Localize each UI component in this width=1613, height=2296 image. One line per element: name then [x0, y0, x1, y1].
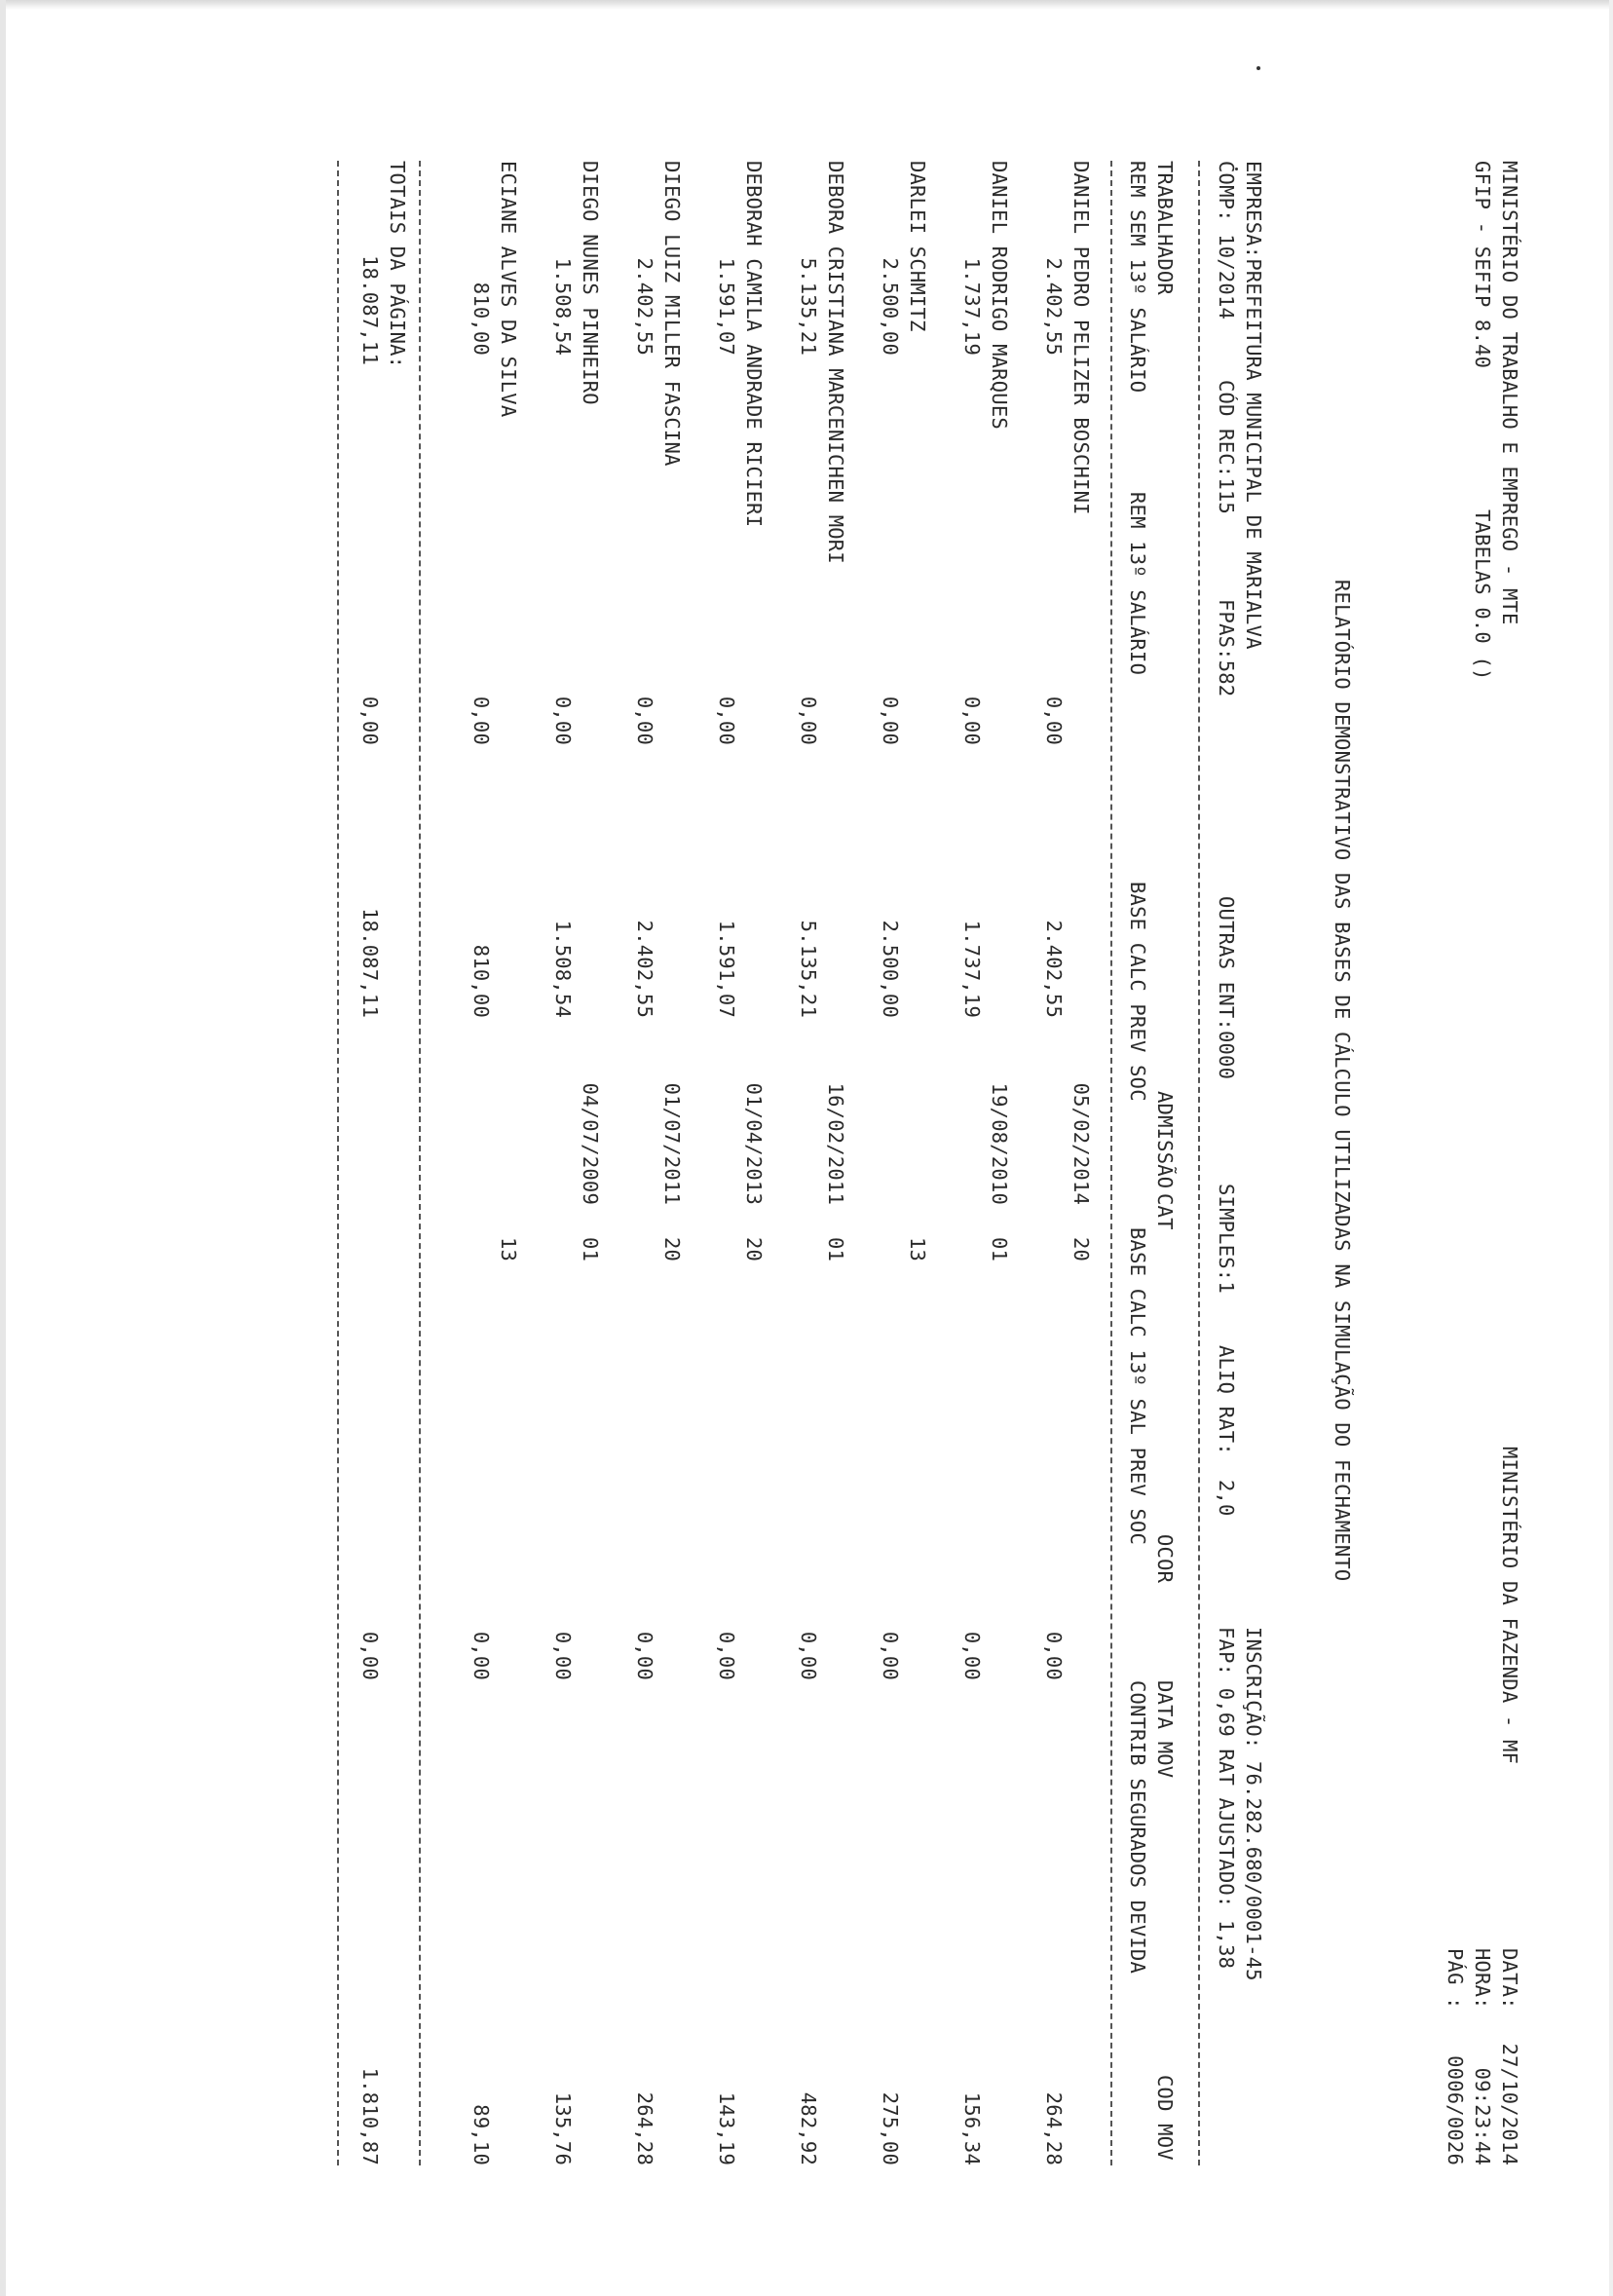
- ministry-labor: MINISTÉRIO DO TRABALHO E EMPREGO - MTE: [1498, 161, 1521, 625]
- base-calc-value: 1.591,07: [715, 920, 738, 1018]
- total-base-calc: 18.087,11: [358, 908, 382, 1018]
- 13th-remuneration-value: 0,00: [469, 696, 493, 745]
- ministry-finance: MINISTÉRIO DA FAZENDA - MF: [1498, 1447, 1521, 1765]
- worker-category: 01: [824, 1237, 847, 1262]
- base-calc-value: 2.402,55: [1042, 920, 1066, 1018]
- company-name: EMPRESA:PREFEITURA MUNICIPAL DE MARIALVA: [1242, 161, 1265, 650]
- contribution-value: 143,19: [715, 2091, 738, 2165]
- page-label: PÁG :: [1444, 1948, 1467, 2010]
- col-13th-remuneration: REM 13º SALÁRIO: [1126, 492, 1149, 676]
- contribution-value: 482,92: [797, 2091, 820, 2165]
- admission-date: 05/02/2014: [1069, 1082, 1093, 1205]
- worker-category: 20: [1069, 1237, 1093, 1262]
- col-admission: ADMISSÃO: [1153, 1091, 1177, 1189]
- total-remuneration: 18.087,11: [358, 255, 382, 365]
- base-calc-value: 5.135,21: [797, 920, 820, 1018]
- 13th-remuneration-value: 0,00: [715, 696, 738, 745]
- divider: [1198, 161, 1200, 2165]
- contribution-value: 156,34: [960, 2091, 984, 2165]
- worker-category: 20: [660, 1237, 684, 1262]
- col-movement-date: DATA MOV: [1153, 1680, 1177, 1779]
- other-entities: OUTRAS ENT:0000: [1215, 896, 1238, 1080]
- admission-date: 01/04/2013: [742, 1082, 766, 1205]
- base-calc-value: 810,00: [469, 944, 493, 1018]
- remuneration-value: 2.402,55: [1042, 257, 1066, 356]
- col-remuneration: REM SEM 13º SALÁRIO: [1126, 161, 1149, 394]
- divider: [1110, 161, 1112, 2165]
- remuneration-value: 1.591,07: [715, 257, 738, 356]
- contribution-value: 275,00: [879, 2091, 902, 2165]
- col-contribution: CONTRIB SEGURADOS DEVIDA: [1126, 1680, 1149, 1975]
- base-calc-13th-value: 0,00: [1042, 1631, 1066, 1680]
- 13th-remuneration-value: 0,00: [633, 696, 656, 745]
- collection-code: CÓD REC:115: [1215, 380, 1238, 514]
- worker-name: DEBORA CRISTIANA MARCENICHEN MORI: [824, 161, 847, 564]
- remuneration-value: 1.508,54: [551, 257, 575, 356]
- base-calc-value: 2.500,00: [879, 920, 902, 1018]
- base-calc-value: 1.737,19: [960, 920, 984, 1018]
- worker-name: DIEGO NUNES PINHEIRO: [579, 161, 602, 405]
- scan-edge-left: [0, 0, 6, 2296]
- 13th-remuneration-value: 0,00: [879, 696, 902, 745]
- worker-category: 13: [497, 1237, 520, 1262]
- admission-date: 01/07/2011: [660, 1082, 684, 1205]
- worker-name: DANIEL RODRIGO MARQUES: [988, 161, 1011, 430]
- col-occurrence: OCOR: [1153, 1534, 1177, 1584]
- worker-name: DIEGO LUIZ MILLER FASCINA: [660, 161, 684, 467]
- col-worker: TRABALHADOR: [1153, 161, 1177, 295]
- col-base-calc-13th: BASE CALC 13º SAL PREV SOC: [1126, 1227, 1149, 1546]
- contribution-value: 264,28: [1042, 2091, 1066, 2165]
- scan-speck: [1257, 66, 1260, 70]
- base-calc-value: 2.402,55: [633, 920, 656, 1018]
- page-totals-label: TOTAIS DA PÁGINA:: [386, 161, 409, 369]
- admission-date: 19/08/2010: [988, 1082, 1011, 1205]
- fpas-code: FPAS:582: [1215, 599, 1238, 697]
- worker-category: 20: [742, 1237, 766, 1262]
- scan-edge-top: [0, 0, 1613, 10]
- divider: [419, 161, 421, 2165]
- admission-date: 16/02/2011: [824, 1082, 847, 1205]
- contribution-value: 135,76: [551, 2091, 575, 2165]
- 13th-remuneration-value: 0,00: [1042, 696, 1066, 745]
- worker-name: DANIEL PEDRO PELIZER BOSCHINI: [1069, 161, 1093, 515]
- 13th-remuneration-value: 0,00: [551, 696, 575, 745]
- competence: COMP: 10/2014: [1215, 161, 1238, 320]
- worker-name: DARLEI SCHMITZ: [906, 161, 929, 332]
- col-category: CAT: [1153, 1193, 1177, 1230]
- base-calc-13th-value: 0,00: [633, 1631, 656, 1680]
- col-base-calc: BASE CALC PREV SOC: [1126, 882, 1149, 1102]
- remuneration-value: 5.135,21: [797, 257, 820, 356]
- admission-date: 04/07/2009: [579, 1082, 602, 1205]
- rat-rate: ALIQ RAT: 2,0: [1215, 1345, 1238, 1517]
- total-contribution: 1.810,87: [358, 2067, 382, 2165]
- time-value: 09:23:44: [1471, 2067, 1494, 2165]
- date-value: 27/10/2014: [1498, 2043, 1521, 2165]
- fap-rat-adjusted: FAP: 0,69 RAT AJUSTADO: 1,38: [1215, 1627, 1238, 1970]
- remuneration-value: 2.402,55: [633, 257, 656, 356]
- col-movement-code: COD MOV: [1153, 2075, 1177, 2161]
- base-calc-13th-value: 0,00: [551, 1631, 575, 1680]
- 13th-remuneration-value: 0,00: [797, 696, 820, 745]
- base-calc-13th-value: 0,00: [469, 1631, 493, 1680]
- report-sheet: [273, 161, 1519, 2167]
- system-version: GFIP - SEFIP 8.40: [1471, 161, 1494, 369]
- remuneration-value: 810,00: [469, 282, 493, 356]
- total-13th-remuneration: 0,00: [358, 696, 382, 745]
- date-label: DATA:: [1498, 1948, 1521, 2010]
- total-base-calc-13th: 0,00: [358, 1631, 382, 1680]
- scan-edge-right: [1609, 0, 1613, 2296]
- contribution-value: 89,10: [469, 2104, 493, 2165]
- worker-category: 13: [906, 1237, 929, 1262]
- base-calc-13th-value: 0,00: [715, 1631, 738, 1680]
- worker-name: DEBORAH CAMILA ANDRADE RICIERI: [742, 161, 766, 528]
- page-value: 0006/0026: [1444, 2055, 1467, 2165]
- divider: [337, 161, 339, 2165]
- remuneration-value: 1.737,19: [960, 257, 984, 356]
- base-calc-13th-value: 0,00: [879, 1631, 902, 1680]
- base-calc-13th-value: 0,00: [960, 1631, 984, 1680]
- report-title: RELATÓRIO DEMONSTRATIVO DAS BASES DE CÁLCULO UTILIZADAS NA SIMULAÇÃO DO FECHAMENTO: [1331, 580, 1354, 1582]
- worker-name: ECIANE ALVES DA SILVA: [497, 161, 520, 418]
- tables-version: TABELAS 0.0 (): [1471, 509, 1494, 681]
- 13th-remuneration-value: 0,00: [960, 696, 984, 745]
- company-inscription: INSCRIÇÃO: 76.282.680/0001-45: [1242, 1627, 1265, 1981]
- time-label: HORA:: [1471, 1948, 1494, 2010]
- base-calc-value: 1.508,54: [551, 920, 575, 1018]
- worker-category: 01: [988, 1237, 1011, 1262]
- worker-category: 01: [579, 1237, 602, 1262]
- remuneration-value: 2.500,00: [879, 257, 902, 356]
- simples: SIMPLES:1: [1215, 1184, 1238, 1294]
- contribution-value: 264,28: [633, 2091, 656, 2165]
- base-calc-13th-value: 0,00: [797, 1631, 820, 1680]
